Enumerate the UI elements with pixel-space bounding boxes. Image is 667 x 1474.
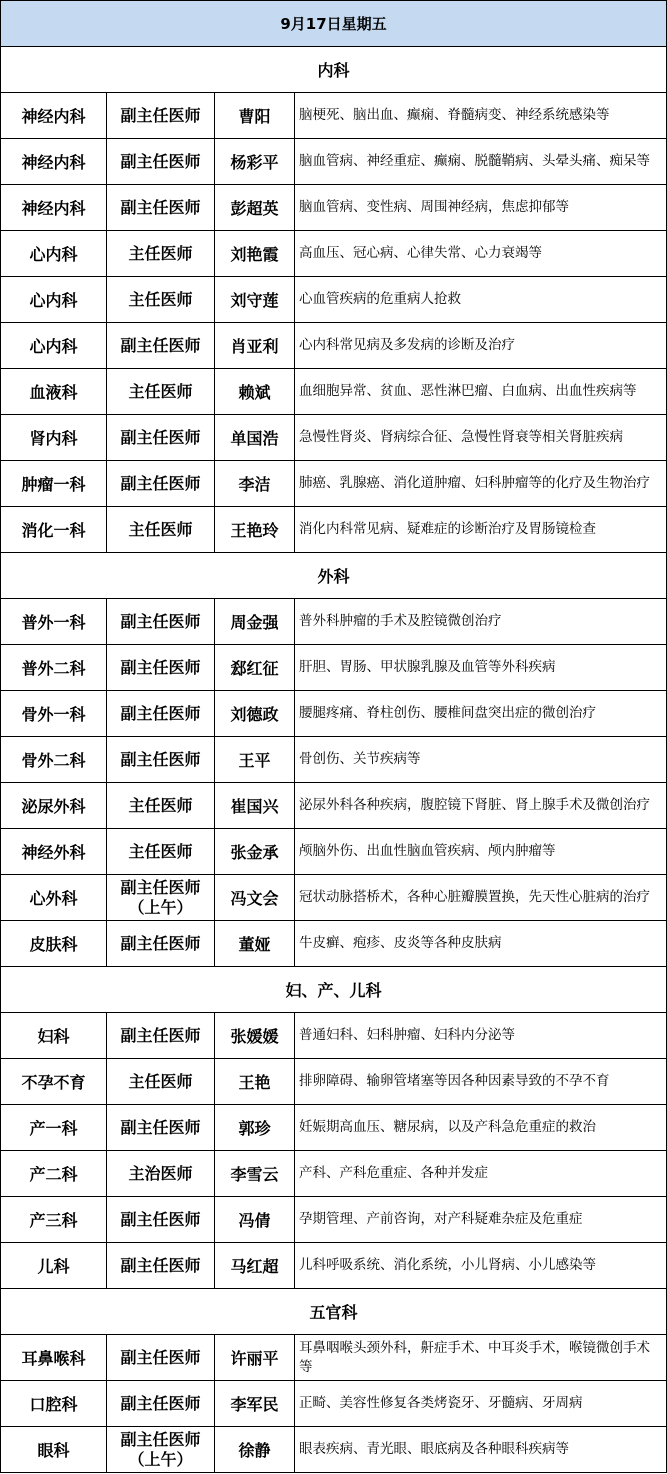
specialty-cell: 孕期管理、产前咨询，对产科疑难杂症及危重症 xyxy=(295,1197,667,1243)
department-cell: 肾内科 xyxy=(0,415,107,461)
doctor-title-cell xyxy=(107,691,215,737)
doctor-title: 副主任医师 xyxy=(120,1429,201,1449)
department-cell: 心内科 xyxy=(0,277,107,323)
department-cell: 消化一科 xyxy=(0,507,107,553)
specialty-cell: 心内科常见病及多发病的诊断及治疗 xyxy=(295,323,667,369)
specialty-cell: 耳鼻咽喉头颈外科，鼾症手术、中耳炎手术，喉镜微创手术等 xyxy=(295,1335,667,1381)
doctor-name-cell: 冯倩 xyxy=(215,1197,295,1243)
table-row xyxy=(0,277,667,323)
section-title: 内科 xyxy=(0,47,667,93)
specialty-cell: 泌尿外科各种疾病，腹腔镜下肾脏、肾上腺手术及微创治疗 xyxy=(295,783,667,829)
specialty-cell: 急慢性肾炎、肾病综合征、急慢性肾衰等相关肾脏疾病 xyxy=(295,415,667,461)
specialty-cell: 血细胞异常、贫血、恶性淋巴瘤、白血病、出血性疾病等 xyxy=(295,369,667,415)
doctor-title: 主治医师 xyxy=(128,1163,193,1183)
specialty-cell: 产科、产科危重症、各种并发症 xyxy=(295,1151,667,1197)
department-cell: 普外一科 xyxy=(0,599,107,645)
table-row xyxy=(0,921,667,967)
specialty-cell: 脑梗死、脑出血、癫痫、脊髓病变、神经系统感染等 xyxy=(295,93,667,139)
department-cell: 皮肤科 xyxy=(0,921,107,967)
date-header-row xyxy=(0,0,667,47)
doctor-title: 主任医师 xyxy=(128,795,193,815)
doctor-title-cell xyxy=(107,185,215,231)
table-row xyxy=(0,737,667,783)
doctor-title: 副主任医师 xyxy=(120,427,201,447)
table-row xyxy=(0,783,667,829)
department-cell: 泌尿外科 xyxy=(0,783,107,829)
doctor-title-cell xyxy=(107,139,215,185)
specialty-cell: 肝胆、胃肠、甲状腺乳腺及血管等外科疾病 xyxy=(295,645,667,691)
department-cell: 骨外二科 xyxy=(0,737,107,783)
doctor-title: 副主任医师 xyxy=(120,105,201,125)
doctor-name-cell: 刘艳霞 xyxy=(215,231,295,277)
doctor-title: 主任医师 xyxy=(128,519,193,539)
department-cell: 产二科 xyxy=(0,1151,107,1197)
doctor-title: 主任医师 xyxy=(128,381,193,401)
department-cell: 妇科 xyxy=(0,1013,107,1059)
table-row xyxy=(0,1381,667,1427)
doctor-title: 副主任医师 xyxy=(120,877,201,897)
doctor-title: 副主任医师 xyxy=(120,1117,201,1137)
doctor-title-cell xyxy=(107,921,215,967)
table-row xyxy=(0,1427,667,1473)
table-row xyxy=(0,645,667,691)
doctor-title-note: （上午） xyxy=(128,897,193,917)
doctor-name-cell: 周金强 xyxy=(215,599,295,645)
section-title: 五官科 xyxy=(0,1289,667,1335)
specialty-cell: 普通妇科、妇科肿瘤、妇科内分泌等 xyxy=(295,1013,667,1059)
specialty-cell: 排卵障碍、输卵管堵塞等因各种因素导致的不孕不育 xyxy=(295,1059,667,1105)
department-cell: 神经外科 xyxy=(0,829,107,875)
doctor-title-cell xyxy=(107,737,215,783)
doctor-title-cell xyxy=(107,231,215,277)
department-cell: 产三科 xyxy=(0,1197,107,1243)
doctor-title-cell xyxy=(107,507,215,553)
doctor-title-cell xyxy=(107,1243,215,1289)
department-cell: 不孕不育 xyxy=(0,1059,107,1105)
department-cell: 眼科 xyxy=(0,1427,107,1473)
doctor-title: 副主任医师 xyxy=(120,1393,201,1413)
doctor-name-cell: 刘守莲 xyxy=(215,277,295,323)
doctor-title-cell xyxy=(107,1335,215,1381)
table-row xyxy=(0,507,667,553)
table-row xyxy=(0,1243,667,1289)
specialty-cell: 脑血管病、神经重症、癫痫、脱髓鞘病、头晕头痛、痴呆等 xyxy=(295,139,667,185)
department-cell: 产一科 xyxy=(0,1105,107,1151)
table-row xyxy=(0,1105,667,1151)
department-cell: 心内科 xyxy=(0,231,107,277)
table-row xyxy=(0,369,667,415)
department-cell: 神经内科 xyxy=(0,93,107,139)
doctor-title-cell xyxy=(107,645,215,691)
table-row xyxy=(0,1013,667,1059)
specialty-cell: 脑血管病、变性病、周围神经病，焦虑抑郁等 xyxy=(295,185,667,231)
specialty-cell: 眼表疾病、青光眼、眼底病及各种眼科疾病等 xyxy=(295,1427,667,1473)
department-cell: 普外二科 xyxy=(0,645,107,691)
table-row xyxy=(0,1197,667,1243)
doctor-name-cell: 崔国兴 xyxy=(215,783,295,829)
table-row xyxy=(0,231,667,277)
specialty-cell: 腰腿疼痛、脊柱创伤、腰椎间盘突出症的微创治疗 xyxy=(295,691,667,737)
doctor-title-cell xyxy=(107,1013,215,1059)
table-row xyxy=(0,1151,667,1197)
doctor-name-cell: 马红超 xyxy=(215,1243,295,1289)
specialty-cell: 正畸、美容性修复各类烤瓷牙、牙髓病、牙周病 xyxy=(295,1381,667,1427)
department-cell: 耳鼻喉科 xyxy=(0,1335,107,1381)
doctor-title: 副主任医师 xyxy=(120,933,201,953)
doctor-name-cell: 杨彩平 xyxy=(215,139,295,185)
specialty-cell: 儿科呼吸系统、消化系统，小儿肾病、小儿感染等 xyxy=(295,1243,667,1289)
doctor-name-cell: 李雪云 xyxy=(215,1151,295,1197)
doctor-name-cell: 李军民 xyxy=(215,1381,295,1427)
doctor-title: 副主任医师 xyxy=(120,335,201,355)
department-cell: 骨外一科 xyxy=(0,691,107,737)
doctor-name-cell: 刘德政 xyxy=(215,691,295,737)
doctor-name-cell: 张媛媛 xyxy=(215,1013,295,1059)
specialty-cell: 骨创伤、关节疾病等 xyxy=(295,737,667,783)
section-header-row xyxy=(0,47,667,93)
doctor-title-cell xyxy=(107,829,215,875)
doctor-title: 副主任医师 xyxy=(120,197,201,217)
doctor-name-cell: 彭超英 xyxy=(215,185,295,231)
doctor-name-cell: 冯文会 xyxy=(215,875,295,921)
doctor-name-cell: 单国浩 xyxy=(215,415,295,461)
table-row xyxy=(0,415,667,461)
doctor-title: 副主任医师 xyxy=(120,1025,201,1045)
doctor-title: 主任医师 xyxy=(128,1071,193,1091)
doctor-title: 副主任医师 xyxy=(120,1209,201,1229)
specialty-cell: 肺癌、乳腺癌、消化道肿瘤、妇科肿瘤等的化疗及生物治疗 xyxy=(295,461,667,507)
doctor-title: 副主任医师 xyxy=(120,749,201,769)
doctor-title-cell xyxy=(107,323,215,369)
doctor-name-cell: 许丽平 xyxy=(215,1335,295,1381)
doctor-title-cell xyxy=(107,1427,215,1473)
specialty-cell: 颅脑外伤、出血性脑血管疾病、颅内肿瘤等 xyxy=(295,829,667,875)
doctor-name-cell: 肖亚利 xyxy=(215,323,295,369)
doctor-name-cell: 王艳 xyxy=(215,1059,295,1105)
table-row xyxy=(0,461,667,507)
section-header-row xyxy=(0,967,667,1013)
department-cell: 儿科 xyxy=(0,1243,107,1289)
department-cell: 血液科 xyxy=(0,369,107,415)
doctor-title-cell xyxy=(107,1105,215,1151)
department-cell: 肿瘤一科 xyxy=(0,461,107,507)
table-row xyxy=(0,323,667,369)
doctor-name-cell: 曹阳 xyxy=(215,93,295,139)
doctor-title: 主任医师 xyxy=(128,243,193,263)
doctor-name-cell: 王艳玲 xyxy=(215,507,295,553)
doctor-title-cell xyxy=(107,599,215,645)
doctor-title-cell xyxy=(107,1197,215,1243)
doctor-title-cell xyxy=(107,875,215,921)
doctor-title-cell xyxy=(107,461,215,507)
table-row xyxy=(0,1335,667,1381)
doctor-name-cell: 郄红征 xyxy=(215,645,295,691)
table-row xyxy=(0,93,667,139)
table-row xyxy=(0,599,667,645)
section-header-row xyxy=(0,1289,667,1335)
doctor-name-cell: 董娅 xyxy=(215,921,295,967)
doctor-name-cell: 徐静 xyxy=(215,1427,295,1473)
section-title: 外科 xyxy=(0,553,667,599)
section-header-row xyxy=(0,553,667,599)
department-cell: 神经内科 xyxy=(0,185,107,231)
doctor-title-cell xyxy=(107,277,215,323)
department-cell: 心外科 xyxy=(0,875,107,921)
doctor-title-cell xyxy=(107,783,215,829)
specialty-cell: 牛皮癣、疱疹、皮炎等各种皮肤病 xyxy=(295,921,667,967)
department-cell: 心内科 xyxy=(0,323,107,369)
doctor-title: 副主任医师 xyxy=(120,473,201,493)
table-row xyxy=(0,139,667,185)
doctor-title-cell xyxy=(107,93,215,139)
specialty-cell: 高血压、冠心病、心律失常、心力衰竭等 xyxy=(295,231,667,277)
specialty-cell: 妊娠期高血压、糖尿病，以及产科急危重症的救治 xyxy=(295,1105,667,1151)
doctor-title: 副主任医师 xyxy=(120,657,201,677)
doctor-title-cell xyxy=(107,1381,215,1427)
table-row xyxy=(0,185,667,231)
specialty-cell: 心血管疾病的危重病人抢救 xyxy=(295,277,667,323)
specialty-cell: 消化内科常见病、疑难症的诊断治疗及胃肠镜检查 xyxy=(295,507,667,553)
specialty-cell: 普外科肿瘤的手术及腔镜微创治疗 xyxy=(295,599,667,645)
department-cell: 口腔科 xyxy=(0,1381,107,1427)
doctor-title: 副主任医师 xyxy=(120,1255,201,1275)
doctor-title-cell xyxy=(107,1151,215,1197)
doctor-title-cell xyxy=(107,1059,215,1105)
doctor-title-note: （上午） xyxy=(128,1449,193,1469)
section-title: 妇、产、儿科 xyxy=(0,967,667,1013)
doctor-title: 主任医师 xyxy=(128,841,193,861)
doctor-name-cell: 张金承 xyxy=(215,829,295,875)
table-row xyxy=(0,829,667,875)
table-row xyxy=(0,691,667,737)
doctor-title: 主任医师 xyxy=(128,289,193,309)
doctor-name-cell: 郭珍 xyxy=(215,1105,295,1151)
doctor-name-cell: 王平 xyxy=(215,737,295,783)
doctor-title-cell xyxy=(107,369,215,415)
doctor-name-cell: 李洁 xyxy=(215,461,295,507)
date-header: 9月17日星期五 xyxy=(0,0,667,47)
doctor-name-cell: 赖斌 xyxy=(215,369,295,415)
doctor-title: 副主任医师 xyxy=(120,1347,201,1367)
doctor-title: 副主任医师 xyxy=(120,703,201,723)
department-cell: 神经内科 xyxy=(0,139,107,185)
doctor-title: 副主任医师 xyxy=(120,611,201,631)
doctor-title-cell xyxy=(107,415,215,461)
specialty-cell: 冠状动脉搭桥术，各种心脏瓣膜置换，先天性心脏病的治疗 xyxy=(295,875,667,921)
doctor-title: 副主任医师 xyxy=(120,151,201,171)
table-row xyxy=(0,875,667,921)
table-row xyxy=(0,1059,667,1105)
